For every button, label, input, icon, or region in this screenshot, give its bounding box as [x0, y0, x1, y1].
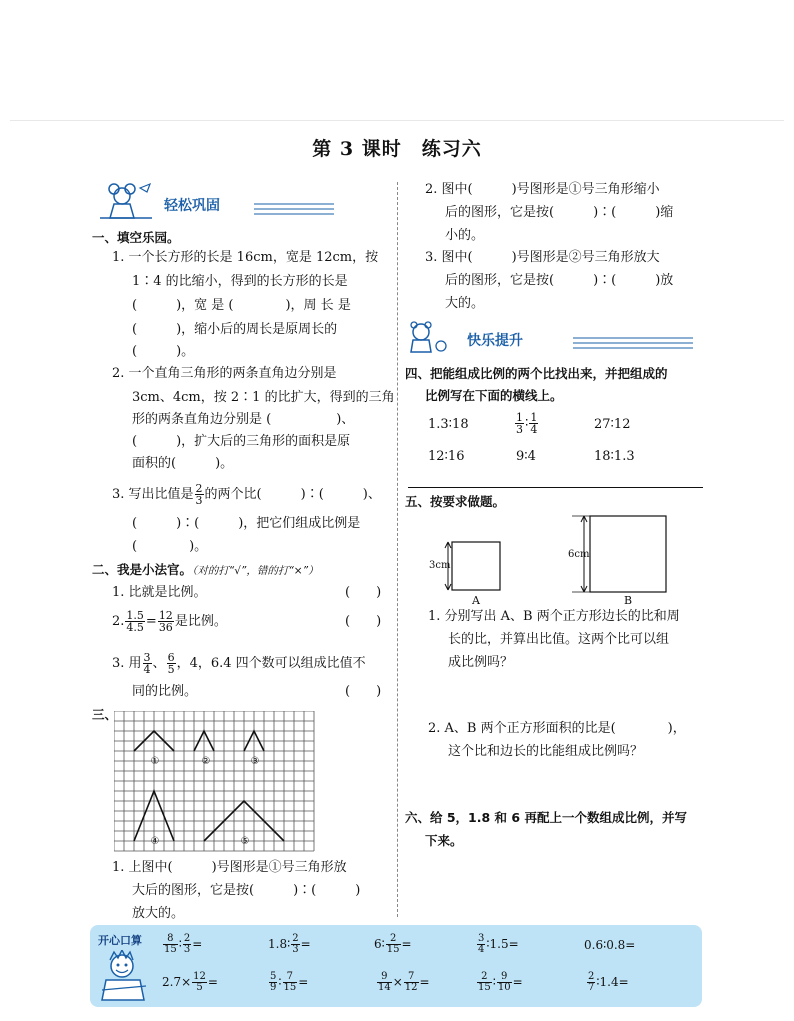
oral-r2c2 — [268, 972, 308, 993]
ratio-4: 12∶16 — [428, 449, 465, 464]
part5-q2-line1: 2. A、B 两个正方形面积的比是( )， — [428, 721, 686, 736]
grid-label-1: ① — [150, 756, 160, 767]
oral-r2c2-num-1: 5 — [270, 971, 277, 982]
judge-2-frac-2 — [158, 610, 174, 633]
judge-1-answer[interactable]: ( ) — [345, 585, 382, 600]
oral-r2c3-op: × — [392, 975, 403, 989]
section-3-heading: 三、 — [92, 707, 118, 722]
q1-line3: ( )，宽 是 ( )，周 长 是 — [132, 298, 351, 313]
oral-r2c4-den-2: 10 — [497, 982, 511, 993]
oral-r1c4-num: 3 — [478, 933, 485, 944]
judge-2-den-2: 36 — [158, 621, 173, 634]
q3-line2: ( )∶( )，把它们组成比例是 — [132, 516, 361, 531]
judge-2-frac-1 — [125, 610, 145, 633]
oral-r2c1 — [162, 972, 218, 993]
oral-r1c1-num-2: 2 — [183, 933, 191, 944]
judge-2-prefix: 2. — [112, 614, 125, 629]
answer-line[interactable] — [408, 487, 703, 488]
oral-r2c1-frac — [192, 972, 207, 993]
grid-q2-line3: 小的。 — [445, 228, 485, 243]
judge-3 — [112, 652, 366, 675]
judge-3-frac-2 — [167, 652, 176, 675]
oral-r1c2-den: 3 — [292, 944, 299, 955]
grid-q3-line3: 大的。 — [445, 296, 485, 311]
square-b — [590, 516, 666, 592]
q2-line5: 面积的( )。 — [132, 456, 234, 471]
judge-2 — [112, 610, 227, 633]
oral-r1c1-num-1: 8 — [163, 934, 178, 945]
squares-figure — [420, 512, 680, 612]
ratio-2-den-1: 3 — [516, 423, 523, 436]
judge-3-num-1: 3 — [143, 651, 151, 664]
part5-q1-line3: 成比例吗？ — [448, 655, 514, 670]
oral-r2c1-num: 12 — [193, 971, 206, 982]
square-a-dim: 3cm — [429, 560, 451, 571]
q3-prefix: 3. 写出比值是 — [112, 487, 194, 502]
grid-label-2: ② — [201, 756, 211, 767]
ratio-2-frac-2 — [529, 412, 538, 435]
oral-r2c3-frac-1 — [377, 972, 392, 993]
ratio-1: 1.3∶18 — [428, 417, 469, 432]
oral-r2c3-eq: = — [419, 975, 430, 989]
q3-frac-den: 3 — [195, 494, 203, 507]
grid-q1-line2: 大后的图形，它是按( )∶( ) — [132, 883, 361, 898]
oral-r2c4-op: ∶ — [492, 975, 496, 989]
oral-r2c4 — [476, 972, 523, 993]
oral-r1c2-num: 2 — [292, 933, 299, 944]
judge-2-suffix: 是比例。 — [174, 614, 227, 629]
oral-r2c4-eq: = — [512, 975, 523, 989]
grid-q3-line2: 后的图形，它是按( )∶( )放 — [445, 273, 674, 288]
oral-r1c4-frac — [477, 934, 485, 955]
oral-r2c5-den: 7 — [588, 982, 595, 993]
oral-r1c3-frac — [386, 934, 401, 955]
oral-r2c2-frac-1 — [269, 972, 277, 993]
judge-2-num-2: 12 — [158, 609, 173, 622]
grid-label-5: ⑤ — [240, 836, 250, 847]
q1-line1: 1. 一个长方形的长是 16cm，宽是 12cm，按 — [112, 250, 379, 265]
judge-3-frac-1 — [143, 652, 152, 675]
oral-r1c3-eq: = — [401, 937, 412, 951]
judge-3-prefix: 3. 用 — [112, 656, 142, 671]
section-6-heading: 六、给 5，1.8 和 6 再配上一个数组成比例，并写 — [405, 810, 687, 825]
q3-fraction — [195, 483, 204, 506]
oral-r1c3-pre: 6∶ — [374, 937, 385, 951]
q3-suffix: 的两个比( )∶( )、 — [204, 487, 381, 502]
section-2-heading — [92, 560, 319, 581]
oral-r1c4-den: 4 — [478, 944, 485, 955]
oral-r2c3 — [376, 972, 430, 993]
q1-line4: ( )，缩小后的周长是原周长的 — [132, 322, 338, 337]
page-title: 第 3 课时 练习六 — [312, 138, 482, 160]
square-a — [452, 542, 500, 590]
oral-r2c3-den-2: 12 — [404, 982, 418, 993]
part5-q2-line2: 这个比和边长的比能组成比例吗？ — [448, 744, 644, 759]
oral-r2c4-frac-1 — [477, 972, 492, 993]
grid-figure — [114, 711, 324, 856]
q1-line5: ( )。 — [132, 344, 195, 359]
q2-line3: 形的两条直角边分别是 ( )、 — [132, 412, 355, 427]
oral-r2c2-frac-2 — [283, 972, 298, 993]
banner-stripes — [254, 200, 334, 220]
judge-3-den-2: 5 — [167, 663, 175, 676]
section-4-heading: 四、把能组成比例的两个比找出来，并把组成的 — [405, 366, 668, 381]
section-2-title: 二、我是小法官。 — [92, 562, 193, 577]
banner-stripes-right — [573, 334, 693, 354]
oral-r2c2-eq: = — [298, 975, 309, 989]
oral-r1c1-den-1: 15 — [164, 944, 177, 955]
oral-r1c1 — [162, 934, 202, 955]
judge-2-equals: = — [145, 614, 157, 629]
judge-2-answer[interactable]: ( ) — [345, 614, 382, 629]
q3-line1 — [112, 483, 381, 506]
ratio-6: 18∶1.3 — [594, 449, 635, 464]
oral-r2c5-frac — [587, 972, 595, 993]
section-4-heading-2: 比例写在下面的横线上。 — [425, 388, 563, 403]
banner-improve-label: 快乐提升 — [467, 333, 523, 349]
square-b-label: B — [624, 594, 633, 607]
oral-r1c1-eq: = — [192, 937, 203, 951]
oral-r2c5-num: 2 — [588, 971, 595, 982]
q3-frac-num: 2 — [195, 482, 203, 495]
oral-r2c1-eq: = — [207, 975, 218, 989]
judge-3-sep: 、 — [152, 656, 166, 671]
oral-r2c2-op: ∶ — [278, 975, 282, 989]
oral-r2c3-den-1: 14 — [378, 982, 391, 993]
oral-r2c1-den: 5 — [196, 982, 203, 993]
oral-r1c2-pre: 1.8∶ — [268, 937, 291, 951]
judge-2-num-1: 1.5 — [126, 609, 144, 622]
judge-3-den-1: 4 — [143, 663, 151, 676]
kid-mascot-icon — [96, 950, 154, 1006]
oral-r1c1-op: ∶ — [178, 937, 182, 951]
oral-r1c3-num: 2 — [386, 934, 401, 945]
oral-r2c4-frac-2 — [497, 972, 512, 993]
judge-3-num-2: 6 — [167, 651, 175, 664]
part5-q1-line2: 长的比，并算出比值。这两个比可以组 — [448, 632, 670, 647]
top-rule — [10, 120, 784, 121]
ratio-2-num-1: 1 — [516, 411, 523, 424]
bear-mascot-icon — [405, 320, 455, 356]
ratio-2 — [514, 412, 539, 435]
oral-r1c4-post: ∶1.5= — [486, 937, 519, 951]
square-b-dim: 6cm — [568, 549, 590, 560]
grid-q2-line1: 2. 图中( )号图形是①号三角形缩小 — [425, 182, 660, 197]
oral-r2c3-num-1: 9 — [377, 972, 392, 983]
part5-q1-line1: 1. 分别写出 A、B 两个正方形边长的比和周 — [428, 609, 680, 624]
ratio-5: 9∶4 — [516, 449, 536, 464]
banner-consolidate — [92, 182, 337, 222]
oral-r2c5-post: ∶1.4= — [596, 975, 629, 989]
ratio-3: 27∶12 — [594, 417, 631, 432]
grid-q1-line3: 放大的。 — [132, 906, 185, 921]
grid-q1-line1: 1. 上图中( )号图形是①号三角形放 — [112, 860, 347, 875]
q2-line2: 3cm、4cm，按 2∶1 的比扩大，得到的三角 — [132, 390, 395, 405]
oral-r1c2 — [268, 934, 311, 955]
judge-3-suffix: ，4，6.4 四个数可以组成比值不 — [176, 656, 366, 671]
section-1-heading: 一、填空乐园。 — [92, 230, 180, 245]
grid-q3-line1: 3. 图中( )号图形是②号三角形放大 — [425, 250, 660, 265]
oral-r2c2-den-1: 9 — [270, 982, 277, 993]
oral-r2c4-den-1: 15 — [478, 982, 491, 993]
oral-r2c3-frac-2 — [404, 972, 419, 993]
q2-line1: 2. 一个直角三角形的两条直角边分别是 — [112, 366, 337, 381]
oral-r1c3 — [374, 934, 412, 955]
q2-line4: ( )，扩大后的三角形的面积是原 — [132, 434, 351, 449]
q3-line3: ( )。 — [132, 539, 208, 554]
square-a-label: A — [472, 594, 480, 607]
oral-r1c1-frac-2 — [183, 934, 191, 955]
banner-improve — [405, 320, 705, 356]
ratio-2-num-2: 1 — [530, 411, 538, 424]
judge-3-line2: 同的比例。 — [132, 684, 198, 699]
mouse-mascot-icon — [92, 182, 162, 222]
oral-r2c1-pre: 2.7× — [162, 975, 192, 989]
banner-consolidate-label: 轻松巩固 — [164, 198, 220, 214]
oral-r1c5: 0.6∶0.8= — [584, 938, 636, 952]
oral-r1c2-eq: = — [300, 937, 311, 951]
ratio-2-frac-1 — [515, 412, 524, 435]
q1-line2: 1∶4 的比缩小，得到的长方形的长是 — [132, 274, 348, 289]
oral-r2c2-num-2: 7 — [283, 972, 298, 983]
oral-r1c2-frac — [291, 934, 299, 955]
column-divider — [397, 182, 398, 917]
oral-r1c1-frac-1 — [163, 934, 178, 955]
oral-r2c4-num-2: 9 — [497, 972, 512, 983]
oral-title: 开心口算 — [98, 934, 142, 947]
oral-r2c4-num-1: 2 — [477, 972, 492, 983]
section-6-heading-2: 下来。 — [425, 833, 463, 848]
section-2-note: （对的打“√”，错的打“×”） — [192, 565, 319, 577]
oral-r2c5 — [586, 972, 629, 993]
ratio-2-den-2: 4 — [530, 423, 538, 436]
oral-r1c4 — [476, 934, 519, 955]
judge-1: 1. 比就是比例。 — [112, 585, 207, 600]
judge-2-den-1: 4.5 — [126, 621, 144, 634]
oral-r1c1-den-2: 3 — [183, 944, 191, 955]
ratio-2-sep: ∶ — [525, 416, 529, 431]
grid-label-3: ③ — [250, 756, 260, 767]
judge-3-answer[interactable]: ( ) — [345, 684, 382, 699]
oral-r1c3-den: 15 — [386, 944, 400, 955]
grid-label-4: ④ — [150, 836, 160, 847]
section-5-heading: 五、按要求做题。 — [405, 494, 506, 509]
oral-r2c3-num-2: 7 — [404, 972, 419, 983]
grid-q2-line2: 后的图形，它是按( )∶( )缩 — [445, 205, 674, 220]
oral-r2c2-den-2: 15 — [283, 982, 297, 993]
